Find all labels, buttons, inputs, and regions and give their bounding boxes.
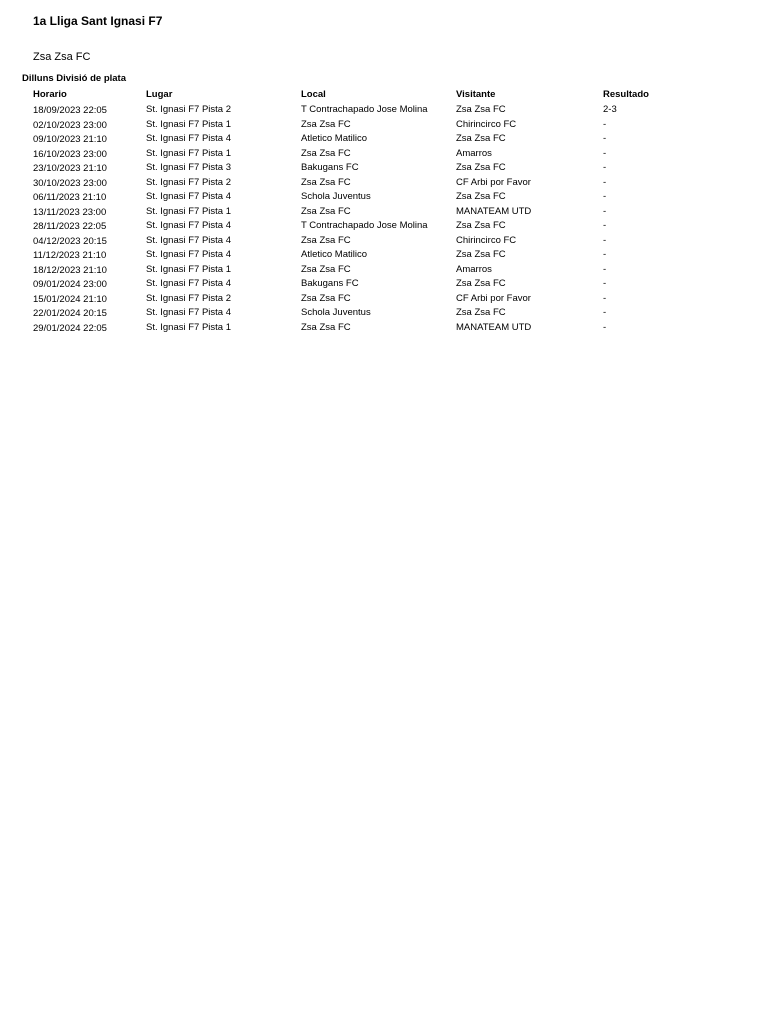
cell-horario: 18/09/2023 22:05	[33, 105, 107, 116]
cell-local: Zsa Zsa FC	[301, 263, 351, 275]
cell-visitante: Zsa Zsa FC	[456, 307, 506, 318]
table-row	[33, 190, 703, 205]
cell-resultado: -	[603, 321, 607, 333]
cell-lugar: St. Ignasi F7 Pista 1	[146, 321, 232, 333]
cell-lugar: St. Ignasi F7 Pista 4	[146, 220, 232, 231]
fixtures-table	[33, 88, 703, 335]
cell-horario: 02/10/2023 23:00	[33, 119, 107, 131]
cell-lugar: St. Ignasi F7 Pista 2	[146, 104, 232, 115]
cell-local: Zsa Zsa FC	[301, 176, 351, 188]
cell-local: Zsa Zsa FC	[301, 205, 351, 217]
table-row	[33, 161, 703, 176]
cell-horario: 13/11/2023 23:00	[33, 206, 107, 218]
cell-horario: 18/12/2023 21:10	[33, 264, 107, 276]
cell-visitante: Zsa Zsa FC	[456, 133, 506, 144]
cell-lugar: St. Ignasi F7 Pista 1	[146, 118, 232, 130]
cell-horario: 04/12/2023 20:15	[33, 235, 107, 247]
cell-resultado: -	[603, 205, 607, 217]
cell-lugar: St. Ignasi F7 Pista 1	[146, 147, 232, 159]
cell-horario: 06/11/2023 21:10	[33, 192, 107, 203]
cell-resultado: -	[603, 147, 607, 159]
table-header-row	[33, 88, 703, 103]
table-row	[33, 147, 703, 162]
cell-visitante: MANATEAM UTD	[456, 205, 532, 217]
cell-visitante: Chirincirco FC	[456, 118, 517, 130]
cell-horario: 22/01/2024 20:15	[33, 308, 107, 319]
cell-visitante: Zsa Zsa FC	[456, 104, 506, 115]
table-row	[33, 234, 703, 249]
cell-visitante: Zsa Zsa FC	[456, 191, 506, 202]
table-row	[33, 103, 703, 118]
cell-resultado: 2-3	[603, 104, 617, 115]
cell-resultado: -	[603, 292, 607, 304]
cell-local: Bakugans FC	[301, 162, 359, 173]
cell-local: Atletico Matilico	[301, 249, 367, 260]
cell-visitante: Zsa Zsa FC	[456, 162, 506, 173]
cell-lugar: St. Ignasi F7 Pista 1	[146, 205, 232, 217]
cell-local: Atletico Matilico	[301, 133, 367, 144]
cell-local: Zsa Zsa FC	[301, 292, 351, 304]
header-local: Local	[301, 89, 326, 100]
table-row	[33, 321, 703, 336]
table-row	[33, 277, 703, 292]
cell-horario: 15/01/2024 21:10	[33, 293, 107, 305]
cell-lugar: St. Ignasi F7 Pista 4	[146, 249, 232, 260]
cell-visitante: CF Arbi por Favor	[456, 292, 531, 304]
cell-local: Schola Juventus	[301, 307, 371, 318]
cell-lugar: St. Ignasi F7 Pista 4	[146, 191, 232, 202]
cell-resultado: -	[603, 263, 607, 275]
cell-local: Zsa Zsa FC	[301, 234, 351, 246]
cell-lugar: St. Ignasi F7 Pista 1	[146, 263, 232, 275]
cell-visitante: Amarros	[456, 147, 492, 159]
cell-visitante: Chirincirco FC	[456, 234, 517, 246]
table-row	[33, 132, 703, 147]
table-row	[33, 176, 703, 191]
fixtures-body	[33, 103, 703, 335]
table-row	[33, 263, 703, 278]
cell-visitante: Zsa Zsa FC	[456, 220, 506, 231]
cell-visitante: CF Arbi por Favor	[456, 176, 531, 188]
cell-resultado: -	[603, 118, 607, 130]
cell-resultado: -	[603, 307, 607, 318]
cell-resultado: -	[603, 234, 607, 246]
header-lugar: Lugar	[146, 89, 173, 100]
table-row	[33, 118, 703, 133]
team-name: Zsa Zsa FC	[33, 51, 91, 63]
cell-resultado: -	[603, 191, 607, 202]
table-row	[33, 306, 703, 321]
cell-visitante: Zsa Zsa FC	[456, 278, 506, 289]
cell-horario: 16/10/2023 23:00	[33, 148, 107, 160]
cell-horario: 11/12/2023 21:10	[33, 250, 107, 261]
cell-resultado: -	[603, 220, 607, 231]
cell-horario: 23/10/2023 21:10	[33, 163, 107, 174]
cell-lugar: St. Ignasi F7 Pista 4	[146, 234, 232, 246]
table-row	[33, 219, 703, 234]
cell-horario: 09/01/2024 23:00	[33, 279, 107, 290]
cell-local: Zsa Zsa FC	[301, 147, 351, 159]
cell-horario: 28/11/2023 22:05	[33, 221, 107, 232]
cell-local: Schola Juventus	[301, 191, 371, 202]
cell-resultado: -	[603, 133, 607, 144]
cell-horario: 30/10/2023 23:00	[33, 177, 107, 189]
cell-local: Bakugans FC	[301, 278, 359, 289]
cell-resultado: -	[603, 162, 607, 173]
table-row	[33, 205, 703, 220]
league-title: 1a Lliga Sant Ignasi F7	[33, 14, 163, 28]
cell-local: Zsa Zsa FC	[301, 118, 351, 130]
header-horario: Horario	[33, 89, 67, 100]
cell-horario: 09/10/2023 21:10	[33, 134, 107, 145]
cell-lugar: St. Ignasi F7 Pista 3	[146, 162, 232, 173]
cell-lugar: St. Ignasi F7 Pista 4	[146, 133, 232, 144]
cell-lugar: St. Ignasi F7 Pista 2	[146, 176, 232, 188]
cell-resultado: -	[603, 176, 607, 188]
cell-lugar: St. Ignasi F7 Pista 4	[146, 307, 232, 318]
cell-lugar: St. Ignasi F7 Pista 4	[146, 278, 232, 289]
cell-local: Zsa Zsa FC	[301, 321, 351, 333]
table-row	[33, 248, 703, 263]
table-row	[33, 292, 703, 307]
header-resultado: Resultado	[603, 89, 649, 100]
header-visitante: Visitante	[456, 89, 496, 100]
cell-visitante: MANATEAM UTD	[456, 321, 532, 333]
cell-local: T Contrachapado Jose Molina	[301, 104, 428, 115]
cell-resultado: -	[603, 278, 607, 289]
cell-lugar: St. Ignasi F7 Pista 2	[146, 292, 232, 304]
cell-horario: 29/01/2024 22:05	[33, 322, 107, 334]
cell-visitante: Zsa Zsa FC	[456, 249, 506, 260]
cell-visitante: Amarros	[456, 263, 492, 275]
division-heading: Dilluns Divisió de plata	[22, 73, 126, 84]
cell-resultado: -	[603, 249, 607, 260]
cell-local: T Contrachapado Jose Molina	[301, 220, 428, 231]
